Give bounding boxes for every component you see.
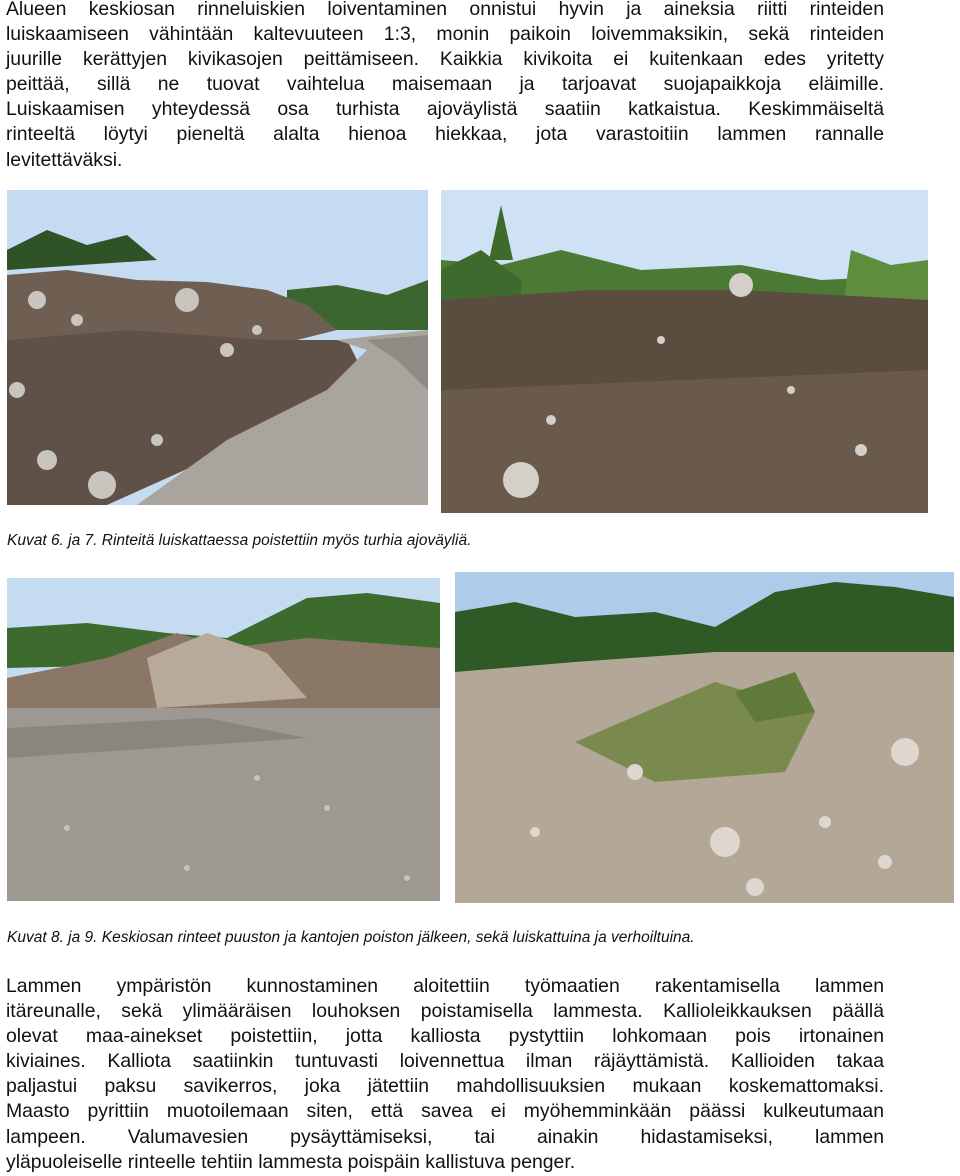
photo-9-landscaped-slope: [455, 572, 954, 903]
text-line: peittää, sillä ne tuovat vaihtelua maisemaan ja tarjoavat suojapaikkoja eläimille.: [6, 73, 884, 96]
text-line: lampeen. Valumavesien pysäyttämiseksi, tai ainakin hidastamiseksi, lammen: [6, 1125, 884, 1148]
photo-7-open-area: [441, 190, 928, 513]
text-line: luiskaamiseen vähintään kaltevuuteen 1:3, monin paikoin loivemmaksikin, sekä rinteiden: [6, 23, 884, 46]
text-line: paljastui paksu savikerros, joka jätettiin mahdollisuuksien mukaan koskemattomaksi.: [6, 1075, 884, 1098]
text-line: Alueen keskiosan rinneluiskien loiventaminen onnistui hyvin ja aineksia riitti rinteiden: [6, 0, 884, 20]
text-line: juurille kerättyjen kivikasojen peittämiseen. Kaikkia kivikoita ei kuitenkaan edes yritetty: [6, 48, 884, 71]
photo-8-cleared-slopes: [7, 578, 440, 901]
text-line: kiviaines. Kalliota saatiinkin tuntuvasti loivennettua ilman räjäyttämistä. Kallioiden takaa: [6, 1050, 884, 1073]
text-line: levitettäväksi.: [6, 148, 123, 171]
photo-6-slope-road: [7, 190, 428, 505]
text-line: itäreunalle, sekä ylimääräisen louhoksen poistamisella lammesta. Kallioleikkauksen päällä: [6, 1000, 884, 1023]
text-line: Lammen ympäristön kunnostaminen aloitettiin työmaatien rakentamisella lammen: [6, 975, 884, 997]
text-line: Luiskaamisen yhteydessä osa turhista ajoväylistä saatiin katkaistua. Keskimmäiseltä: [6, 98, 884, 121]
text-line: rinteeltä löytyi pieneltä alalta hienoa hiekkaa, jota varastoitiin lammen rannalle: [6, 123, 884, 146]
intro-paragraph: [6, 0, 884, 173]
lake-restoration-paragraph: [6, 974, 884, 1175]
text-line: Maasto pyrittiin muotoilemaan siten, että savea ei myöhemminkään päässi kulkeutumaan: [6, 1100, 884, 1123]
caption-photos-8-9: Kuvat 8. ja 9. Keskiosan rinteet puuston ja kantojen poiston jälkeen, sekä luiskattuina ja verhoiltuina.: [7, 929, 695, 946]
caption-photos-6-7: Kuvat 6. ja 7. Rinteitä luiskattaessa poistettiin myös turhia ajoväyliä.: [7, 532, 472, 549]
text-line: yläpuoleiselle rinteelle tehtiin lammesta poispäin kallistuva penger.: [6, 1150, 576, 1173]
text-line: olevat maa-ainekset poistettiin, jotta kalliosta pystyttiin lohkomaan pois irtonainen: [6, 1025, 884, 1048]
